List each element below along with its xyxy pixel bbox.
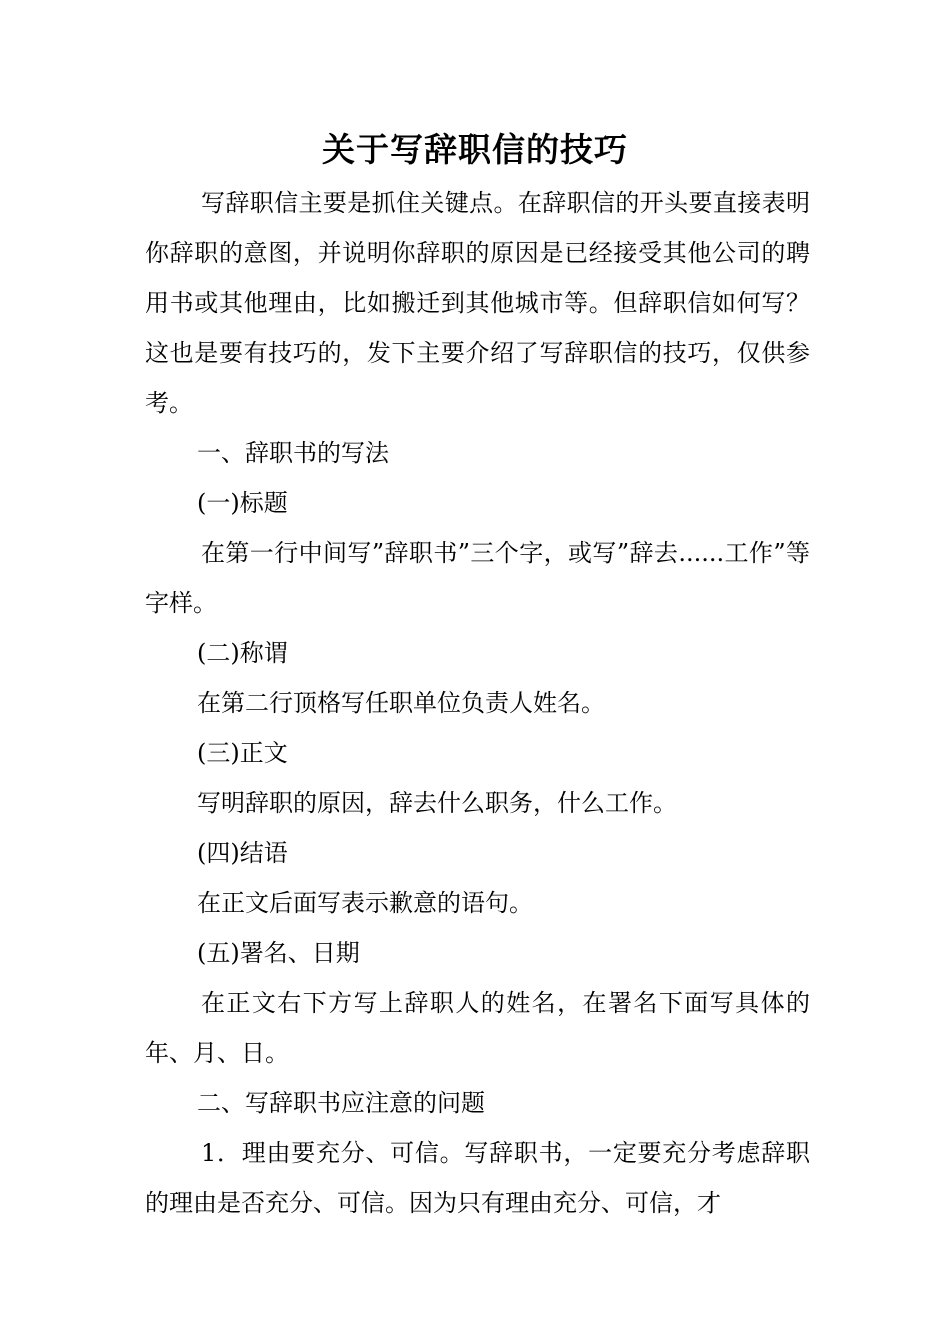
subheading-title: (一)标题: [197, 489, 288, 517]
subheading-salutation: (二)称谓: [197, 639, 288, 667]
document-body: [145, 178, 810, 1228]
paragraph-title-desc: 在第一行中间写”辞职书”三个字，或写”辞去......工作”等字样。: [145, 539, 810, 617]
paragraph-signature-desc: 在正文右下方写上辞职人的姓名，在署名下面写具体的年、月、日。: [145, 989, 810, 1067]
section-heading-2: 二、写辞职书应注意的问题: [197, 1089, 485, 1117]
paragraph-closing-desc: 在正文后面写表示歉意的语句。: [197, 889, 533, 917]
subheading-body: (三)正文: [197, 739, 288, 767]
document-title: 关于写辞职信的技巧: [322, 130, 628, 169]
paragraph-salutation-desc: 在第二行顶格写任职单位负责人姓名。: [197, 689, 605, 717]
subheading-signature-date: (五)署名、日期: [197, 939, 360, 967]
paragraph-reason: 1．理由要充分、可信。写辞职书，一定要充分考虑辞职的理由是否充分、可信。因为只有理由充分、可信，才: [145, 1139, 810, 1217]
paragraph-body-desc: 写明辞职的原因，辞去什么职务，什么工作。: [197, 789, 677, 817]
paragraph-intro: 写辞职信主要是抓住关键点。在辞职信的开头要直接表明你辞职的意图，并说明你辞职的原因是已经接受其他公司的聘用书或其他理由，比如搬迁到其他城市等。但辞职信如何写？这也是要有技巧的，发下主要介绍了写辞职信的技巧，仅供参考。: [145, 189, 810, 417]
section-heading-1: 一、辞职书的写法: [197, 439, 389, 467]
subheading-closing: (四)结语: [197, 839, 288, 867]
